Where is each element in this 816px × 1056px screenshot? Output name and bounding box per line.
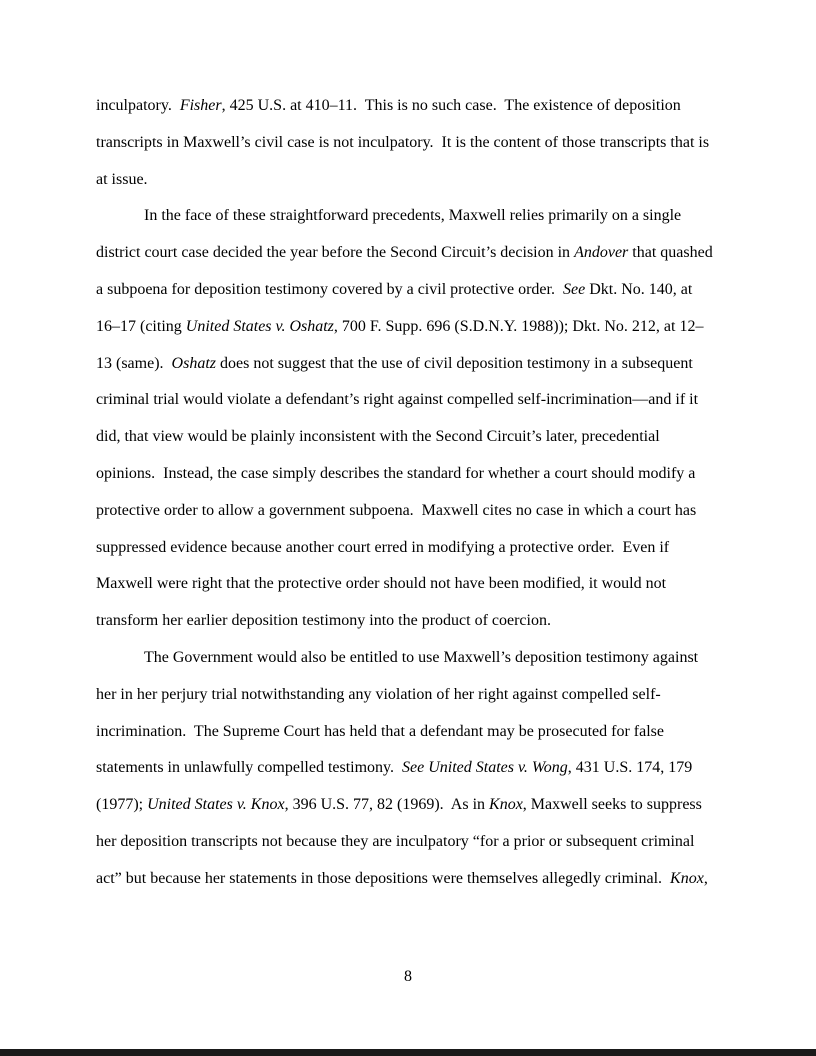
text-run: The Government would also be entitled to use Maxwell’s deposition testimony against her in her perjury trial notwithstanding any violation of her right against compelled self-incrimination. The Supreme Court has held that a defendant may be prosecuted for false statements in unlawfully compelled testimony. <box>96 648 703 777</box>
paragraph <box>96 640 716 898</box>
text-run: , 425 U.S. at 410–11. This is no such case. The existence of deposition transcripts in Maxwell’s civil case is not inculpatory. It is the content of those transcripts that is at issue. <box>96 97 714 188</box>
italic-text-run: Oshatz <box>171 354 216 372</box>
italic-text-run: Andover <box>574 244 629 262</box>
italic-text-run: United States v. Oshatz <box>185 317 334 335</box>
text-run: , Maxwell seeks to suppress her deposition transcripts not because they are inculpatory “for a prior or subsequent criminal act” but because her statements in those depositions were themselves allegedly criminal. <box>96 796 706 887</box>
paragraph <box>96 198 716 640</box>
text-run: , 396 U.S. 77, 82 (1969). As in <box>284 796 490 814</box>
italic-text-run: United States v. Knox <box>147 796 285 814</box>
text-run: , 700 F. Supp. 696 (S.D.N.Y. 1988)); Dkt. No. 212, at 12–13 (same). <box>96 317 704 372</box>
italic-text-run: See United States v. Wong <box>402 759 568 777</box>
paragraph <box>96 88 716 198</box>
italic-text-run: See <box>562 280 586 298</box>
page-number: 8 <box>404 968 412 985</box>
text-run: , <box>703 869 708 887</box>
text-run: Dkt. No. 140, at 16–17 (citing <box>96 280 697 335</box>
document-body <box>96 88 716 898</box>
italic-text-run: Knox <box>670 869 704 887</box>
text-run: , 431 U.S. 174, 179 (1977); <box>96 759 697 814</box>
text-run: that quashed a subpoena for deposition testimony covered by a civil protective order. <box>96 244 717 298</box>
italic-text-run: Fisher <box>179 97 222 114</box>
italic-text-run: Knox <box>489 796 523 814</box>
text-run: does not suggest that the use of civil deposition testimony in a subsequent criminal trial would violate a defendant’s right against compelled self-incrimination—and if it did, that view would be plainly inconsistent with the Second Circuit’s later, precedential opinions. Instead, the case simply describes the standard for whether a court should modify a protective order to allow a government subpoena. Maxwell cites no case in which a court has suppressed evidence because another court erred in modifying a protective order. Even if Maxwell were right that the protective order should not have been modified, it would not transform her earlier deposition testimony into the product of coercion. <box>96 354 703 630</box>
text-run: In the face of these straightforward precedents, Maxwell relies primarily on a single district court case decided the year before the Second Circuit’s decision in <box>96 207 686 262</box>
text-run: inculpatory. <box>96 97 180 114</box>
page-bottom-edge <box>0 1049 816 1056</box>
